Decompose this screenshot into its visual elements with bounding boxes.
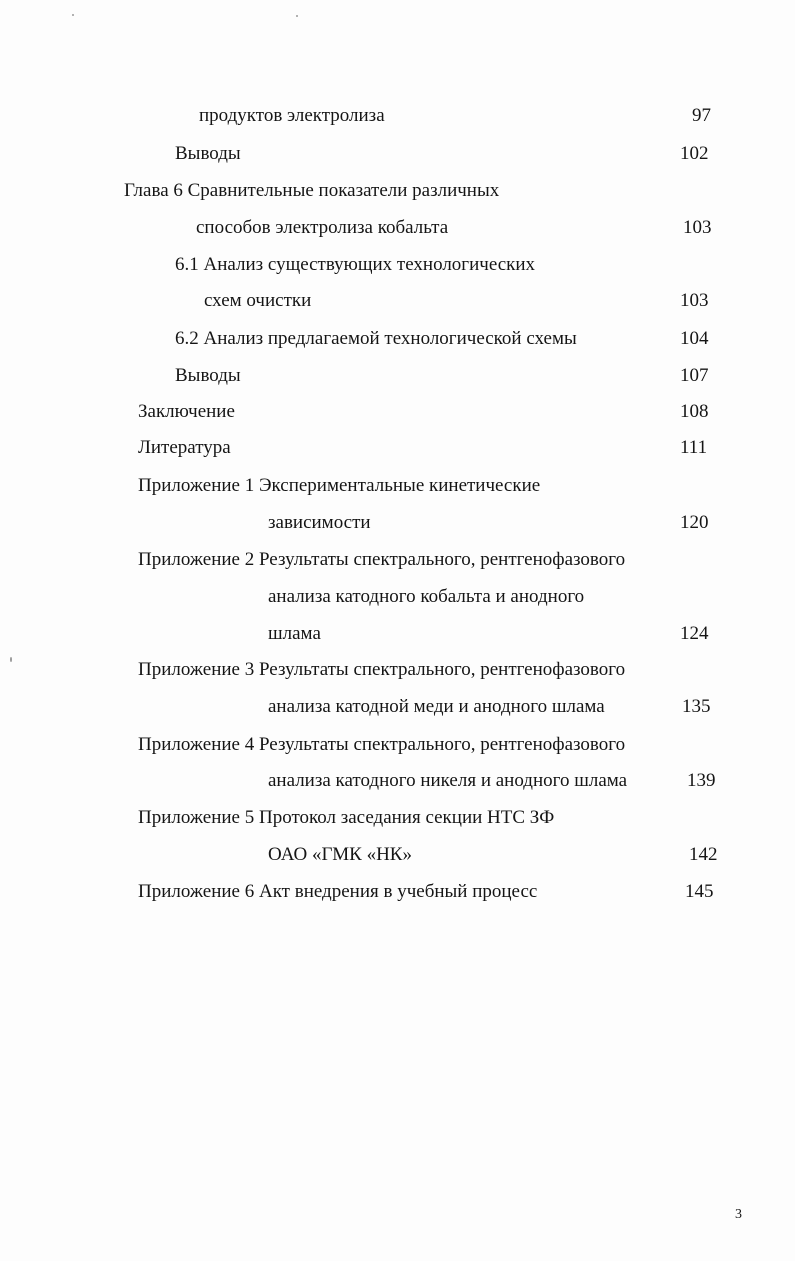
toc-entry-text: Приложение 6 Акт внедрения в учебный процесс [138, 881, 538, 902]
toc-entry-text: Выводы [175, 365, 241, 386]
toc-entry-page: 120 [680, 512, 709, 533]
toc-entry-text: 6.1 Анализ существующих технологических [175, 254, 536, 275]
toc-entry-page: 108 [680, 401, 709, 422]
toc-entry-text: анализа катодного кобальта и анодного [268, 586, 585, 607]
toc-entry-page: 103 [683, 217, 712, 238]
toc-entry-text: ОАО «ГМК «НК» [268, 844, 412, 865]
toc-entry-text: Приложение 5 Протокол заседания секции НТС ЗФ [138, 807, 555, 828]
toc-entry-text: зависимости [268, 512, 371, 533]
toc-entry-page: 97 [692, 105, 711, 126]
toc-entry-text: Литература [138, 437, 231, 458]
toc-entry-text: анализа катодной меди и анодного шлама [268, 696, 605, 717]
toc-entry-page: 103 [680, 290, 709, 311]
toc-entry-page: 142 [689, 844, 718, 865]
toc-entry-text: способов электролиза кобальта [196, 217, 449, 238]
toc-entry-text: Приложение 3 Результаты спектрального, рентгенофазового [138, 659, 626, 680]
toc-entry-page: 135 [682, 696, 711, 717]
toc-entry-page: 102 [680, 143, 709, 164]
toc-entry-text: шлама [268, 623, 321, 644]
scan-speck [10, 657, 12, 662]
toc-entry-page: 139 [687, 770, 716, 791]
toc-entry-page: 124 [680, 623, 709, 644]
toc-entry-text: схем очистки [204, 290, 312, 311]
toc-entry-text: Выводы [175, 143, 241, 164]
toc-entry-page: 104 [680, 328, 709, 349]
toc-chapter-heading: Глава 6 Сравнительные показатели различных [124, 180, 500, 201]
toc-entry-text: Приложение 1 Экспериментальные кинетические [138, 475, 541, 496]
scan-speck [72, 14, 74, 16]
toc-entry-text: продуктов электролиза [199, 105, 385, 126]
toc-entry-text: Приложение 2 Результаты спектрального, рентгенофазового [138, 549, 626, 570]
scan-speck [296, 15, 298, 17]
toc-entry-page: 145 [685, 881, 714, 902]
toc-entry-text: Приложение 4 Результаты спектрального, рентгенофазового [138, 734, 626, 755]
page-number: 3 [735, 1207, 742, 1222]
toc-entry-text: Заключение [138, 401, 235, 422]
toc-entry-page: 111 [680, 437, 708, 458]
toc-entry-page: 107 [680, 365, 709, 386]
toc-entry-text: анализа катодного никеля и анодного шлама [268, 770, 628, 791]
toc-entry-text: 6.2 Анализ предлагаемой технологической схемы [175, 328, 577, 349]
